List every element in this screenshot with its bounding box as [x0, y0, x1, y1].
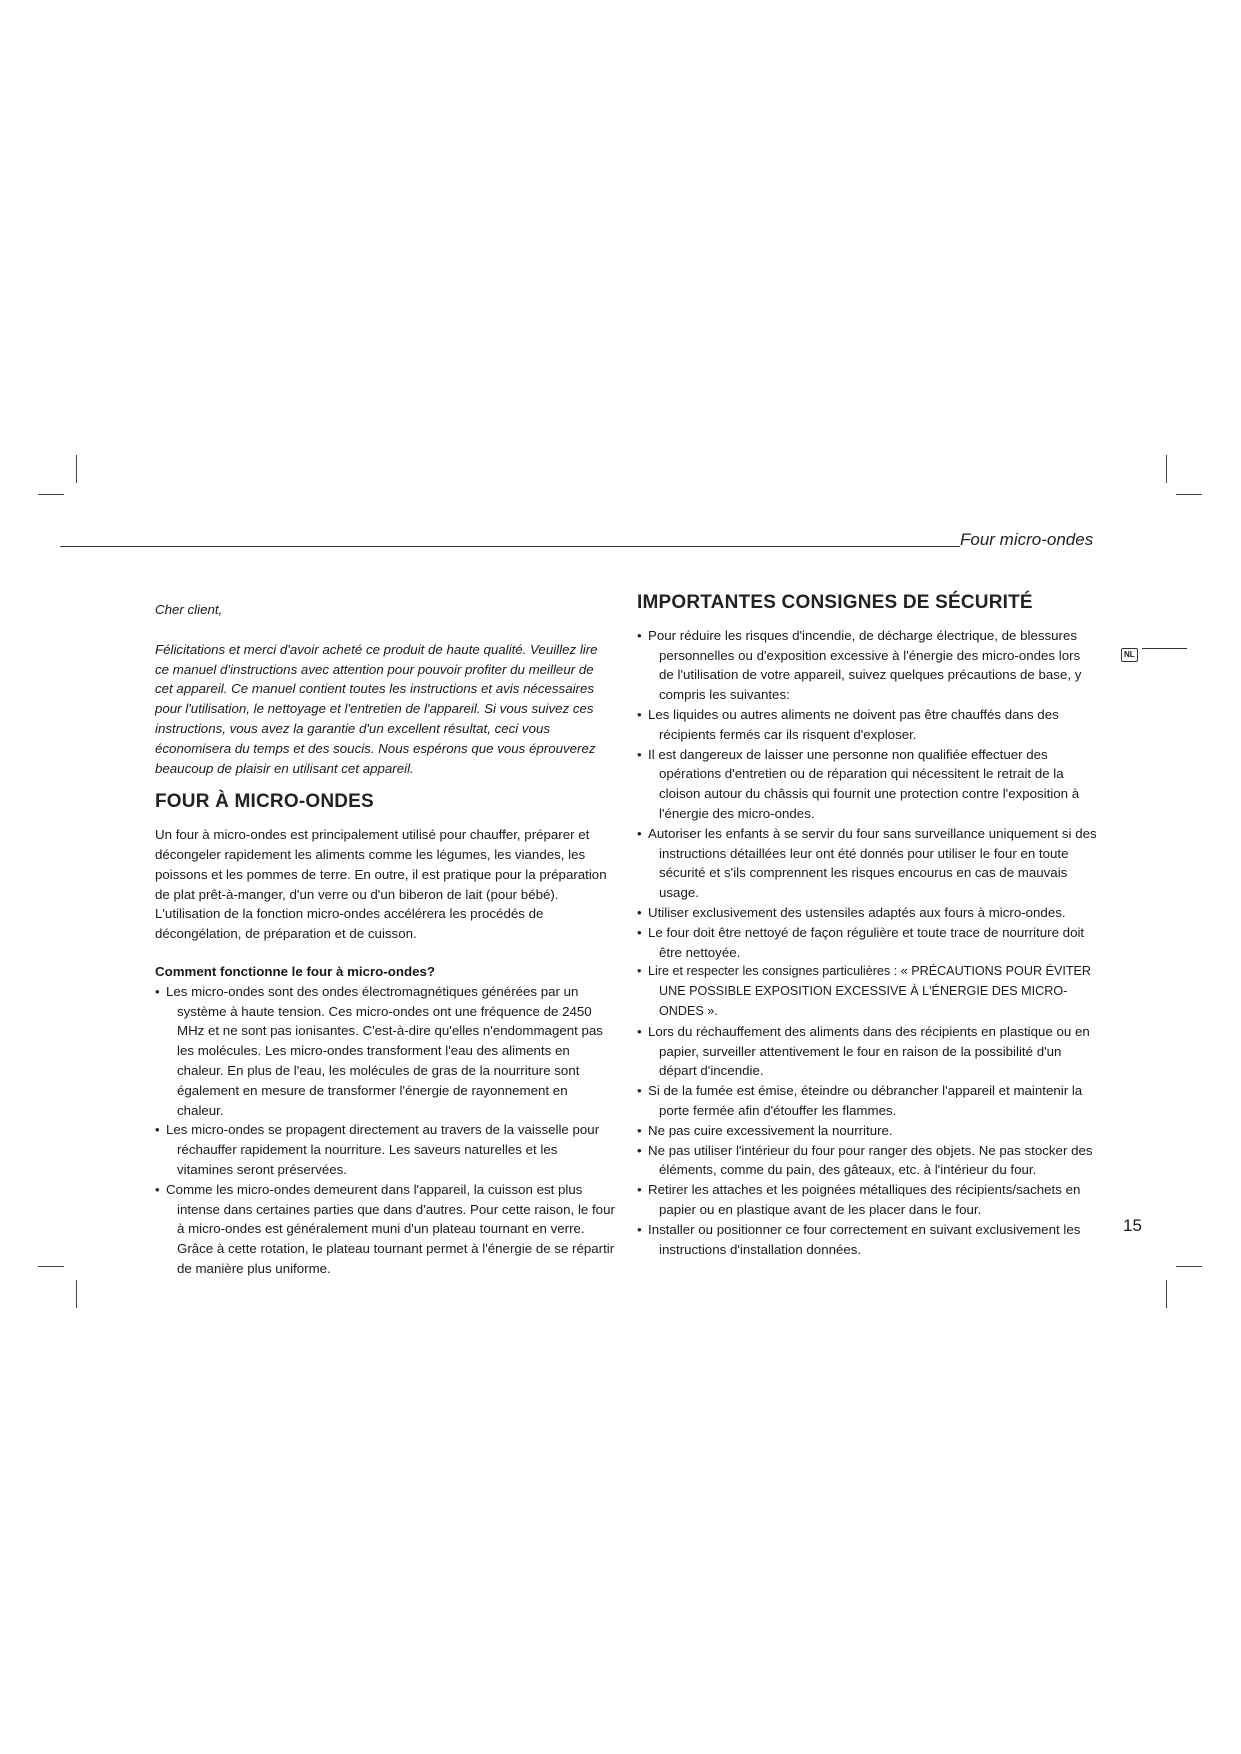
list-item: • Si de la fumée est émise, éteindre ou débrancher l'appareil et maintenir la porte fermée afin d'étouffer les flammes.: [637, 1081, 1097, 1121]
list-item: • Comme les micro-ondes demeurent dans l'appareil, la cuisson est plus intense dans certaines parties que dans d'autres. Pour cette raison, le four à micro-ondes est généralement muni d'un plateau tournant en verre. Grâce à cette rotation, le plateau tournant permet à l'énergie de se répartir de manière plus uniforme.: [155, 1180, 615, 1279]
list-item: • Ne pas cuire excessivement la nourriture.: [637, 1121, 1097, 1141]
list-item: • Lire et respecter les consignes particulières : « PRÉCAUTIONS POUR ÉVITER UNE POSSIBLE EXPOSITION EXCESSIVE À L'ÉNERGIE DES MICRO-ONDES ».: [637, 962, 1097, 1021]
language-badge: NL: [1121, 648, 1138, 662]
crop-mark-top-right-horizontal: [1176, 494, 1202, 495]
greeting: Cher client,: [155, 602, 223, 617]
safety-list: [637, 626, 1097, 1260]
crop-mark-top-left-vertical: [76, 455, 77, 483]
intro-paragraph: Félicitations et merci d'avoir acheté ce produit de haute qualité. Veuillez lire ce manuel d'instructions avec attention pour pouvoir profiter du meilleur de cet appareil. Ce manuel contient toutes les instructions et avis nécessaires pour l'utilisation, le nettoyage et l'entretien de l'appareil. Si vous suivez ces instructions, vous avez la garantie d'un excellent résultat, ceci vous économisera du temps et des soucis. Nous espérons que vous éprouverez beaucoup de plaisir en utilisant cet appareil.: [155, 641, 598, 776]
crop-mark-bottom-left-horizontal: [38, 1266, 64, 1267]
list-item: • Le four doit être nettoyé de façon régulière et toute trace de nourriture doit être nettoyée.: [637, 923, 1097, 963]
list-item: • Les micro-ondes sont des ondes électromagnétiques générées par un système à haute tension. Ces micro-ondes ont une fréquence de 2450 MHz et ne sont pas ionisantes. C'est-à-dire qu'elles n'endommagent pas les molécules. Les micro-ondes transforment l'eau des aliments en chaleur. En plus de l'eau, les molécules de gras de la nourriture sont également en mesure de transformer l'énergie de rayonnement en chaleur.: [155, 982, 615, 1121]
heading-four-micro-ondes: FOUR À MICRO-ONDES: [155, 791, 374, 813]
microwave-description: Un four à micro-ondes est principalement utilisé pour chauffer, préparer et décongeler rapidement les aliments comme les légumes, les viandes, les poissons et les pommes de terre. En outre, il est pratique pour la préparation de plat prêt-à-manger, d'un verre ou d'un biberon de lait (pour bébé). L'utilisation de la fonction micro-ondes accélérera les procédés de décongélation, de préparation et de cuisson.: [155, 827, 607, 942]
crop-mark-top-left-horizontal: [38, 494, 64, 495]
right-column: [637, 593, 1097, 1259]
list-item: • Il est dangereux de laisser une personne non qualifiée effectuer des opérations d'entretien ou de réparation qui nécessitent le retrait de la cloison autour du châssis qui fournit une protection contre l'exposition à l'énergie des micro-ondes.: [637, 745, 1097, 824]
section-title: Four micro-ondes: [960, 530, 1094, 549]
list-item: • Utiliser exclusivement des ustensiles adaptés aux fours à micro-ondes.: [637, 903, 1097, 923]
crop-mark-bottom-left-vertical: [76, 1280, 77, 1308]
left-column: [155, 600, 615, 1279]
list-item: • Pour réduire les risques d'incendie, de décharge électrique, de blessures personnelles ou d'exposition excessive à l'énergie des micro-ondes lors de l'utilisation de votre appareil, suivez quelques précautions de base, y compris les suivantes:: [637, 626, 1097, 705]
language-badge-rule: [1142, 648, 1187, 649]
list-item: • Installer ou positionner ce four correctement en suivant exclusivement les instructions d'installation données.: [637, 1220, 1097, 1260]
how-it-works-list: [155, 982, 615, 1279]
crop-mark-top-right-vertical: [1166, 455, 1167, 483]
list-item: • Retirer les attaches et les poignées métalliques des récipients/sachets en papier ou en plastique avant de les placer dans le four.: [637, 1180, 1097, 1220]
list-item: • Les micro-ondes se propagent directement au travers de la vaisselle pour réchauffer rapidement la nourriture. Les saveurs naturelles et les vitamines seront préservées.: [155, 1120, 615, 1179]
header-rule: [60, 546, 960, 547]
list-item: • Les liquides ou autres aliments ne doivent pas être chauffés dans des récipients fermés car ils risquent d'exploser.: [637, 705, 1097, 745]
heading-safety-instructions: IMPORTANTES CONSIGNES DE SÉCURITÉ: [637, 592, 1033, 613]
subheading-how-it-works: Comment fonctionne le four à micro-ondes?: [155, 963, 435, 979]
list-item: • Ne pas utiliser l'intérieur du four pour ranger des objets. Ne pas stocker des éléments, comme du pain, des gâteaux, etc. à l'intérieur du four.: [637, 1141, 1097, 1181]
crop-mark-bottom-right-horizontal: [1176, 1266, 1202, 1267]
list-item: • Autoriser les enfants à se servir du four sans surveillance uniquement si des instructions détaillées leur ont été donnés pour utiliser le four en toute sécurité et s'ils comprennent les risques encourus en cas de mauvais usage.: [637, 824, 1097, 903]
list-item: • Lors du réchauffement des aliments dans des récipients en plastique ou en papier, surveiller attentivement le four en raison de la possibilité d'un départ d'incendie.: [637, 1022, 1097, 1081]
crop-mark-bottom-right-vertical: [1166, 1280, 1167, 1308]
page-number: 15: [1123, 1216, 1142, 1235]
